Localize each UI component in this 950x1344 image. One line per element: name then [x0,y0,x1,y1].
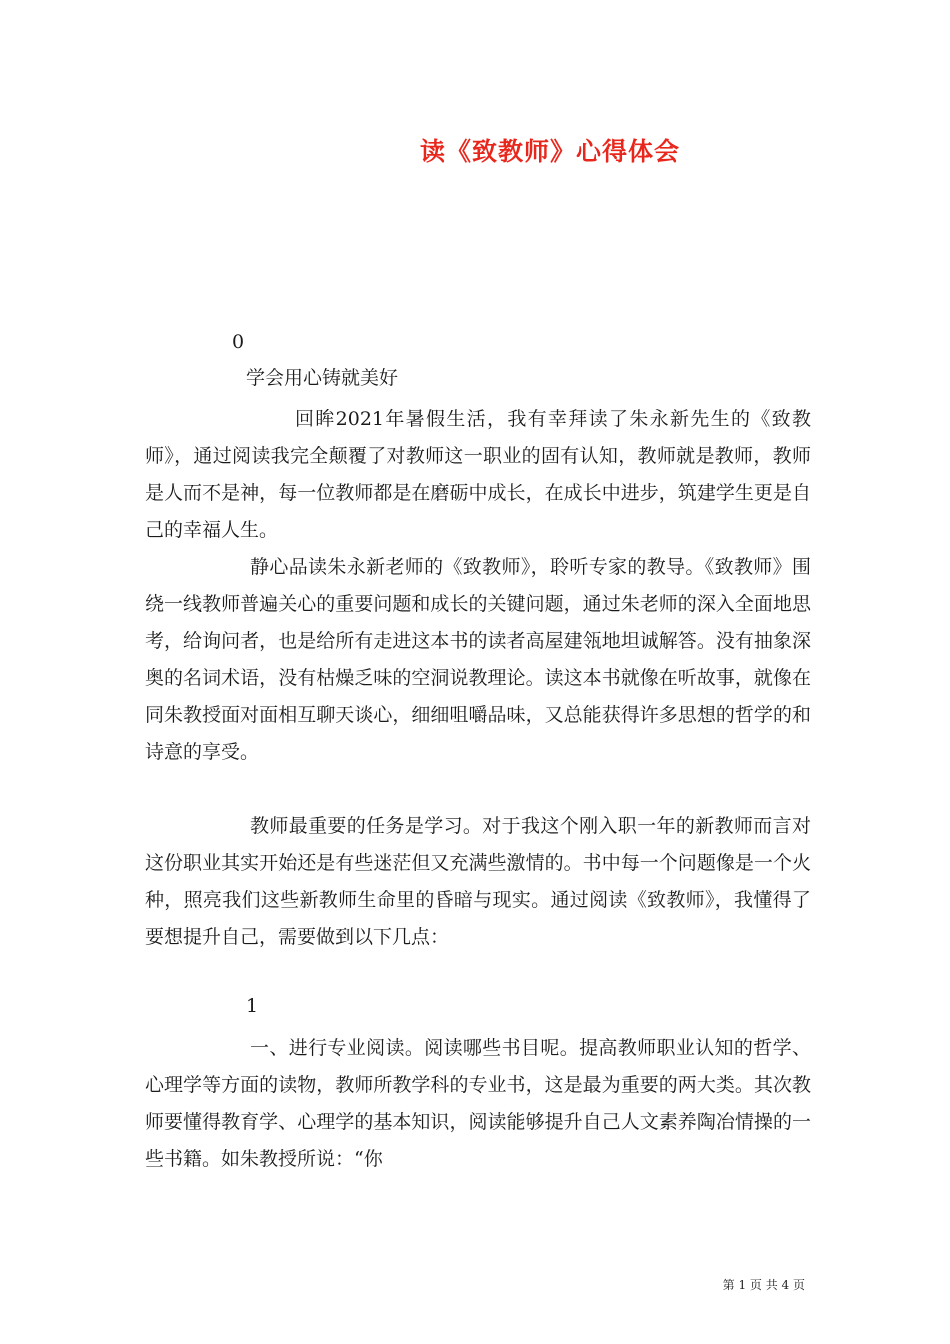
section-marker-1: 1 [246,995,259,1017]
section-marker-0: 0 [232,331,245,353]
paragraph-3: 教师最重要的任务是学习。对于我这个刚入职一年的新教师而言对这份职业其实开始还是有些迷茫但又充满些激情的。书中每一个问题像是一个火种，照亮我们这些新教师生命里的昏暗与现实。通过阅读《致教师》，我懂得了要想提升自己，需要做到以下几点： [145,815,811,948]
document-title: 读《致教师》心得体会 [419,137,680,166]
paragraph-1: 回眸2021年暑假生活，我有幸拜读了朱永新先生的《致教师》，通过阅读我完全颠覆了对教师这一职业的固有认知，教师就是教师，教师是人而不是神，每一位教师都是在磨砺中成长，在成长中进步，筑建学生更是自己的幸福人生。 [145,408,811,541]
paragraph-4: 一、进行专业阅读。阅读哪些书目呢。提高教师职业认知的哲学、心理学等方面的读物，教师所教学科的专业书，这是最为重要的两大类。其次教师要懂得教育学、心理学的基本知识，阅读能够提升自己人文素养陶冶情操的一些书籍。如朱教授所说：“你 [145,1037,811,1170]
paragraph-2: 静心品读朱永新老师的《致教师》，聆听专家的教导。《致教师》围绕一线教师普遍关心的重要问题和成长的关键问题，通过朱老师的深入全面地思考，给询问者，也是给所有走进这本书的读者高屋建瓴地坦诚解答。没有抽象深奥的名词术语，没有枯燥乏味的空洞说教理论。读这本书就像在听故事，就像在同朱教授面对面相互聊天谈心，细细咀嚼品味，又总能获得许多思想的哲学的和诗意的享受。 [145,556,811,763]
page-footer: 第 1 页 共 4 页 [722,1278,805,1292]
document-subtitle: 学会用心铸就美好 [246,367,399,389]
